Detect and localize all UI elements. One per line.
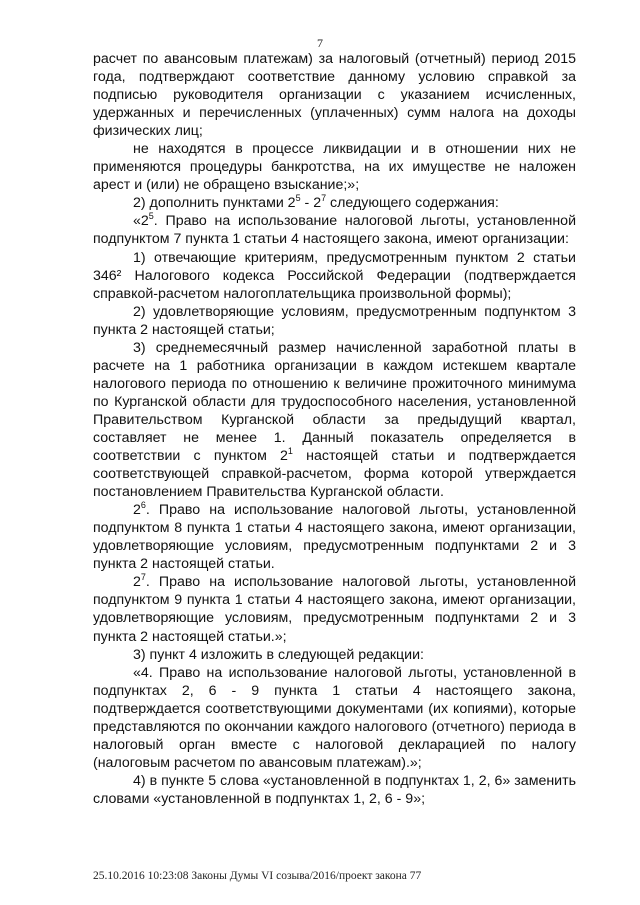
paragraph-text: следующего содержания: <box>326 195 499 212</box>
paragraph-text: 3) пункт 4 изложить в следующей редакции: <box>133 646 424 663</box>
superscript: 5 <box>148 211 154 222</box>
paragraph <box>93 50 576 140</box>
paragraph-text: - 2 <box>300 195 322 212</box>
paragraph-text: «2 <box>133 213 149 230</box>
paragraph <box>93 303 576 339</box>
superscript: 1 <box>287 446 293 457</box>
paragraph-text: не находятся в процессе ликвидации и в отношении них не применяются процедуры банкротства, на их имуществе не наложен арест и (или) не обращено взыскание;»; <box>93 141 576 194</box>
paragraph <box>93 772 576 808</box>
paragraph <box>93 573 576 645</box>
paragraph-text: . Право на использование налоговой льготы, установленной подпунктом 9 пункта 1 статьи 4 настоящего закона, имеют организации, удовлетворяющие условиям, предусмотренным подпунктами 2 и 3 пункта 2 настоящей статьи.»; <box>93 574 576 645</box>
superscript: 6 <box>140 500 146 511</box>
superscript: 7 <box>321 193 327 204</box>
paragraph-text: настоящей статьи и подтверждается соответствующей справкой-расчетом, форма которой утверждается постановлением Правительства Курганской области. <box>93 448 576 501</box>
superscript: 5 <box>295 193 301 204</box>
paragraph-text: 2 <box>133 574 141 591</box>
page-number: 7 <box>317 36 323 50</box>
paragraph-text: 1) отвечающие критериям, предусмотренным пунктом 2 статьи 346² Налогового кодекса Российской Федерации (подтверждается справкой-расчетом налогоплательщика произвольной формы); <box>93 249 576 302</box>
footer-path: 25.10.2016 10:23:08 Законы Думы VI созыва/2016/проект закона 77 <box>93 870 422 882</box>
paragraph-text: 2 <box>133 502 141 519</box>
paragraph <box>93 249 576 303</box>
paragraph <box>93 212 576 248</box>
paragraph-text: «4. Право на использование налоговой льготы, установленной в подпунктах 2, 6 - 9 пункта 1 статьи 4 настоящего закона, подтверждается соответствующими документами (их копиями), которые представляются по окончании каждого налогового (отчетного) периода в налоговый орган вместе с налоговой декларацией по налогу (налоговым расчетом по авансовым платежам).»; <box>93 664 576 771</box>
paragraph <box>93 501 576 573</box>
document-body <box>93 50 576 808</box>
paragraph-text: 2) удовлетворяющие условиям, предусмотренным подпунктом 3 пункта 2 настоящей статьи; <box>93 303 576 338</box>
paragraph <box>93 339 576 501</box>
paragraph <box>93 140 576 194</box>
paragraph-text: . Право на использование налоговой льготы, установленной подпунктом 7 пункта 1 статьи 4 настоящего закона, имеют организации: <box>93 213 576 248</box>
paragraph-text: 2) дополнить пунктами 2 <box>133 195 296 212</box>
paragraph <box>93 664 576 772</box>
paragraph-text: расчет по авансовым платежам) за налоговый (отчетный) период 2015 года, подтверждают соответствие данному условию справкой за подписью руководителя организации с указанием исчисленных, удержанных и перечисленных (уплаченных) сумм налога на доходы физических лиц; <box>93 51 576 140</box>
paragraph-text: 4) в пункте 5 слова «установленной в подпунктах 1, 2, 6» заменить словами «установленной в подпунктах 1, 2, 6 - 9»; <box>93 772 576 807</box>
paragraph <box>93 646 576 664</box>
paragraph-text: 3) среднемесячный размер начисленной заработной платы в расчете на 1 работника организации в каждом истекшем квартале налогового периода по отношению к величине прожиточного минимума по Курганской области для трудоспособного населения, установленной Правительством Курганской области за предыдущий квартал, составляет не менее 1. Данный показатель определяется в соответствии с пунктом 2 <box>93 339 576 465</box>
paragraph <box>93 194 576 212</box>
superscript: 7 <box>140 572 146 583</box>
paragraph-text: . Право на использование налоговой льготы, установленной подпунктом 8 пункта 1 статьи 4 настоящего закона, имеют организации, удовлетворяющие условиям, предусмотренным подпунктами 2 и 3 пункта 2 настоящей статьи. <box>93 502 576 573</box>
